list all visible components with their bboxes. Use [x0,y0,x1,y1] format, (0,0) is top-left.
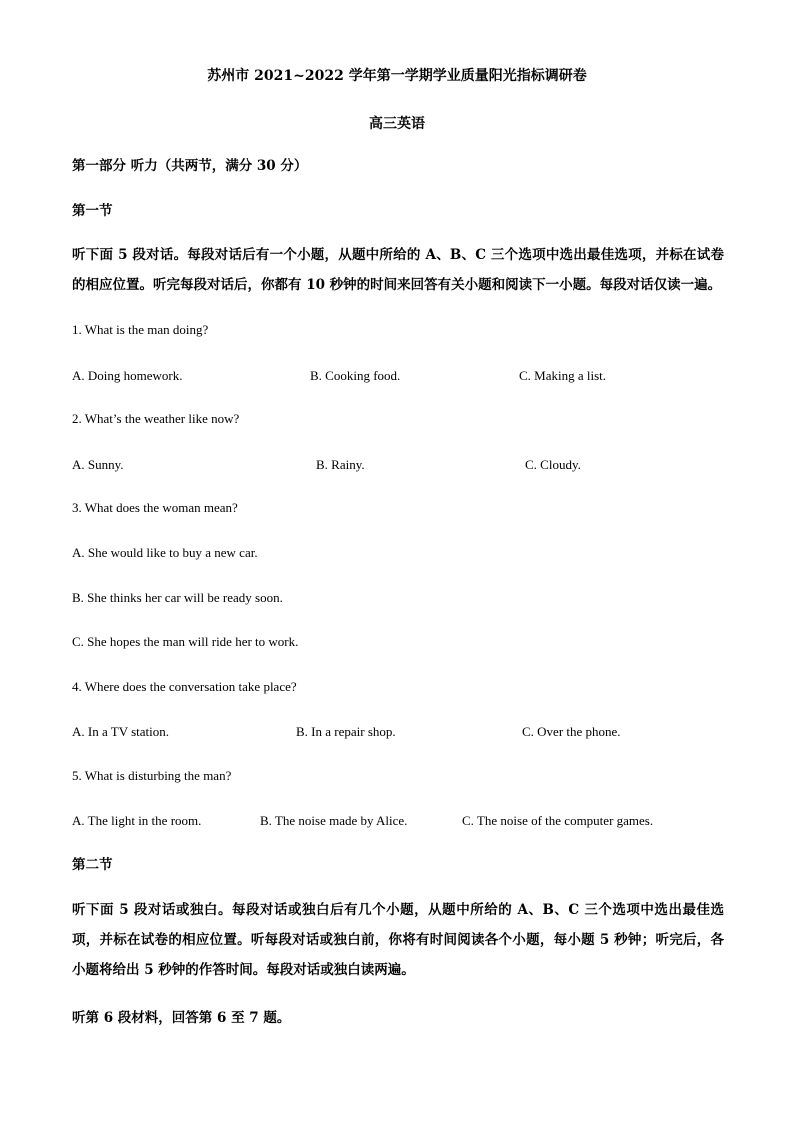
option-c: C. Making a list. [519,368,607,383]
option-a: A. She would like to buy a new car. [72,545,258,560]
option-a: A. Doing homework. [72,368,183,383]
section2-heading: 第二节 [72,857,113,873]
exam-subject: 高三英语 [369,116,425,132]
option-a: A. The light in the room. [72,813,202,828]
question-stem: 5. What is disturbing the man? [72,768,232,783]
option-c: C. She hopes the man will ride her to work. [72,634,299,649]
question-stem: 2. What’s the weather like now? [72,411,240,426]
section1-heading: 第一节 [72,203,113,219]
part1-heading: 第一部分 听力（共两节，满分 30 分） [72,158,308,174]
option-b: B. Cooking food. [310,368,401,383]
option-b: B. She thinks her car will be ready soon. [72,590,283,605]
question-stem: 4. Where does the conversation take place? [72,679,297,694]
section1-instructions: 听下面 5 段对话。每段对话后有一个小题，从题中所给的 A、B、C 三个选项中选出最佳选项，并标在试卷的相应位置。听完每段对话后，你都有 10 秒钟的时间来回答有关小题和阅读下一小题。每段对话仅读一遍。 [72,247,724,293]
option-b: B. The noise made by Alice. [260,813,408,828]
option-a: A. Sunny. [72,457,124,472]
option-a: A. In a TV station. [72,724,170,739]
section2-instructions: 听下面 5 段对话或独白。每段对话或独白后有几个小题，从题中所给的 A、B、C 三个选项中选出最佳选项，并标在试卷的相应位置。听每段对话或独白前，你将有时间阅读各个小题，每小题 5 秒钟；听完后，各小题将给出 5 秒钟的作答时间。每段对话或独白读两遍。 [72,902,724,978]
exam-title: 苏州市 2021~2022 学年第一学期学业质量阳光指标调研卷 [207,68,587,84]
option-c: C. Cloudy. [525,457,581,472]
option-b: B. In a repair shop. [296,724,396,739]
option-b: B. Rainy. [316,457,365,472]
option-c: C. Over the phone. [522,724,621,739]
question-stem: 1. What is the man doing? [72,322,209,337]
question-stem: 3. What does the woman mean? [72,500,238,515]
option-c: C. The noise of the computer games. [462,813,654,828]
material-6-heading: 听第 6 段材料，回答第 6 至 7 题。 [72,1010,291,1026]
